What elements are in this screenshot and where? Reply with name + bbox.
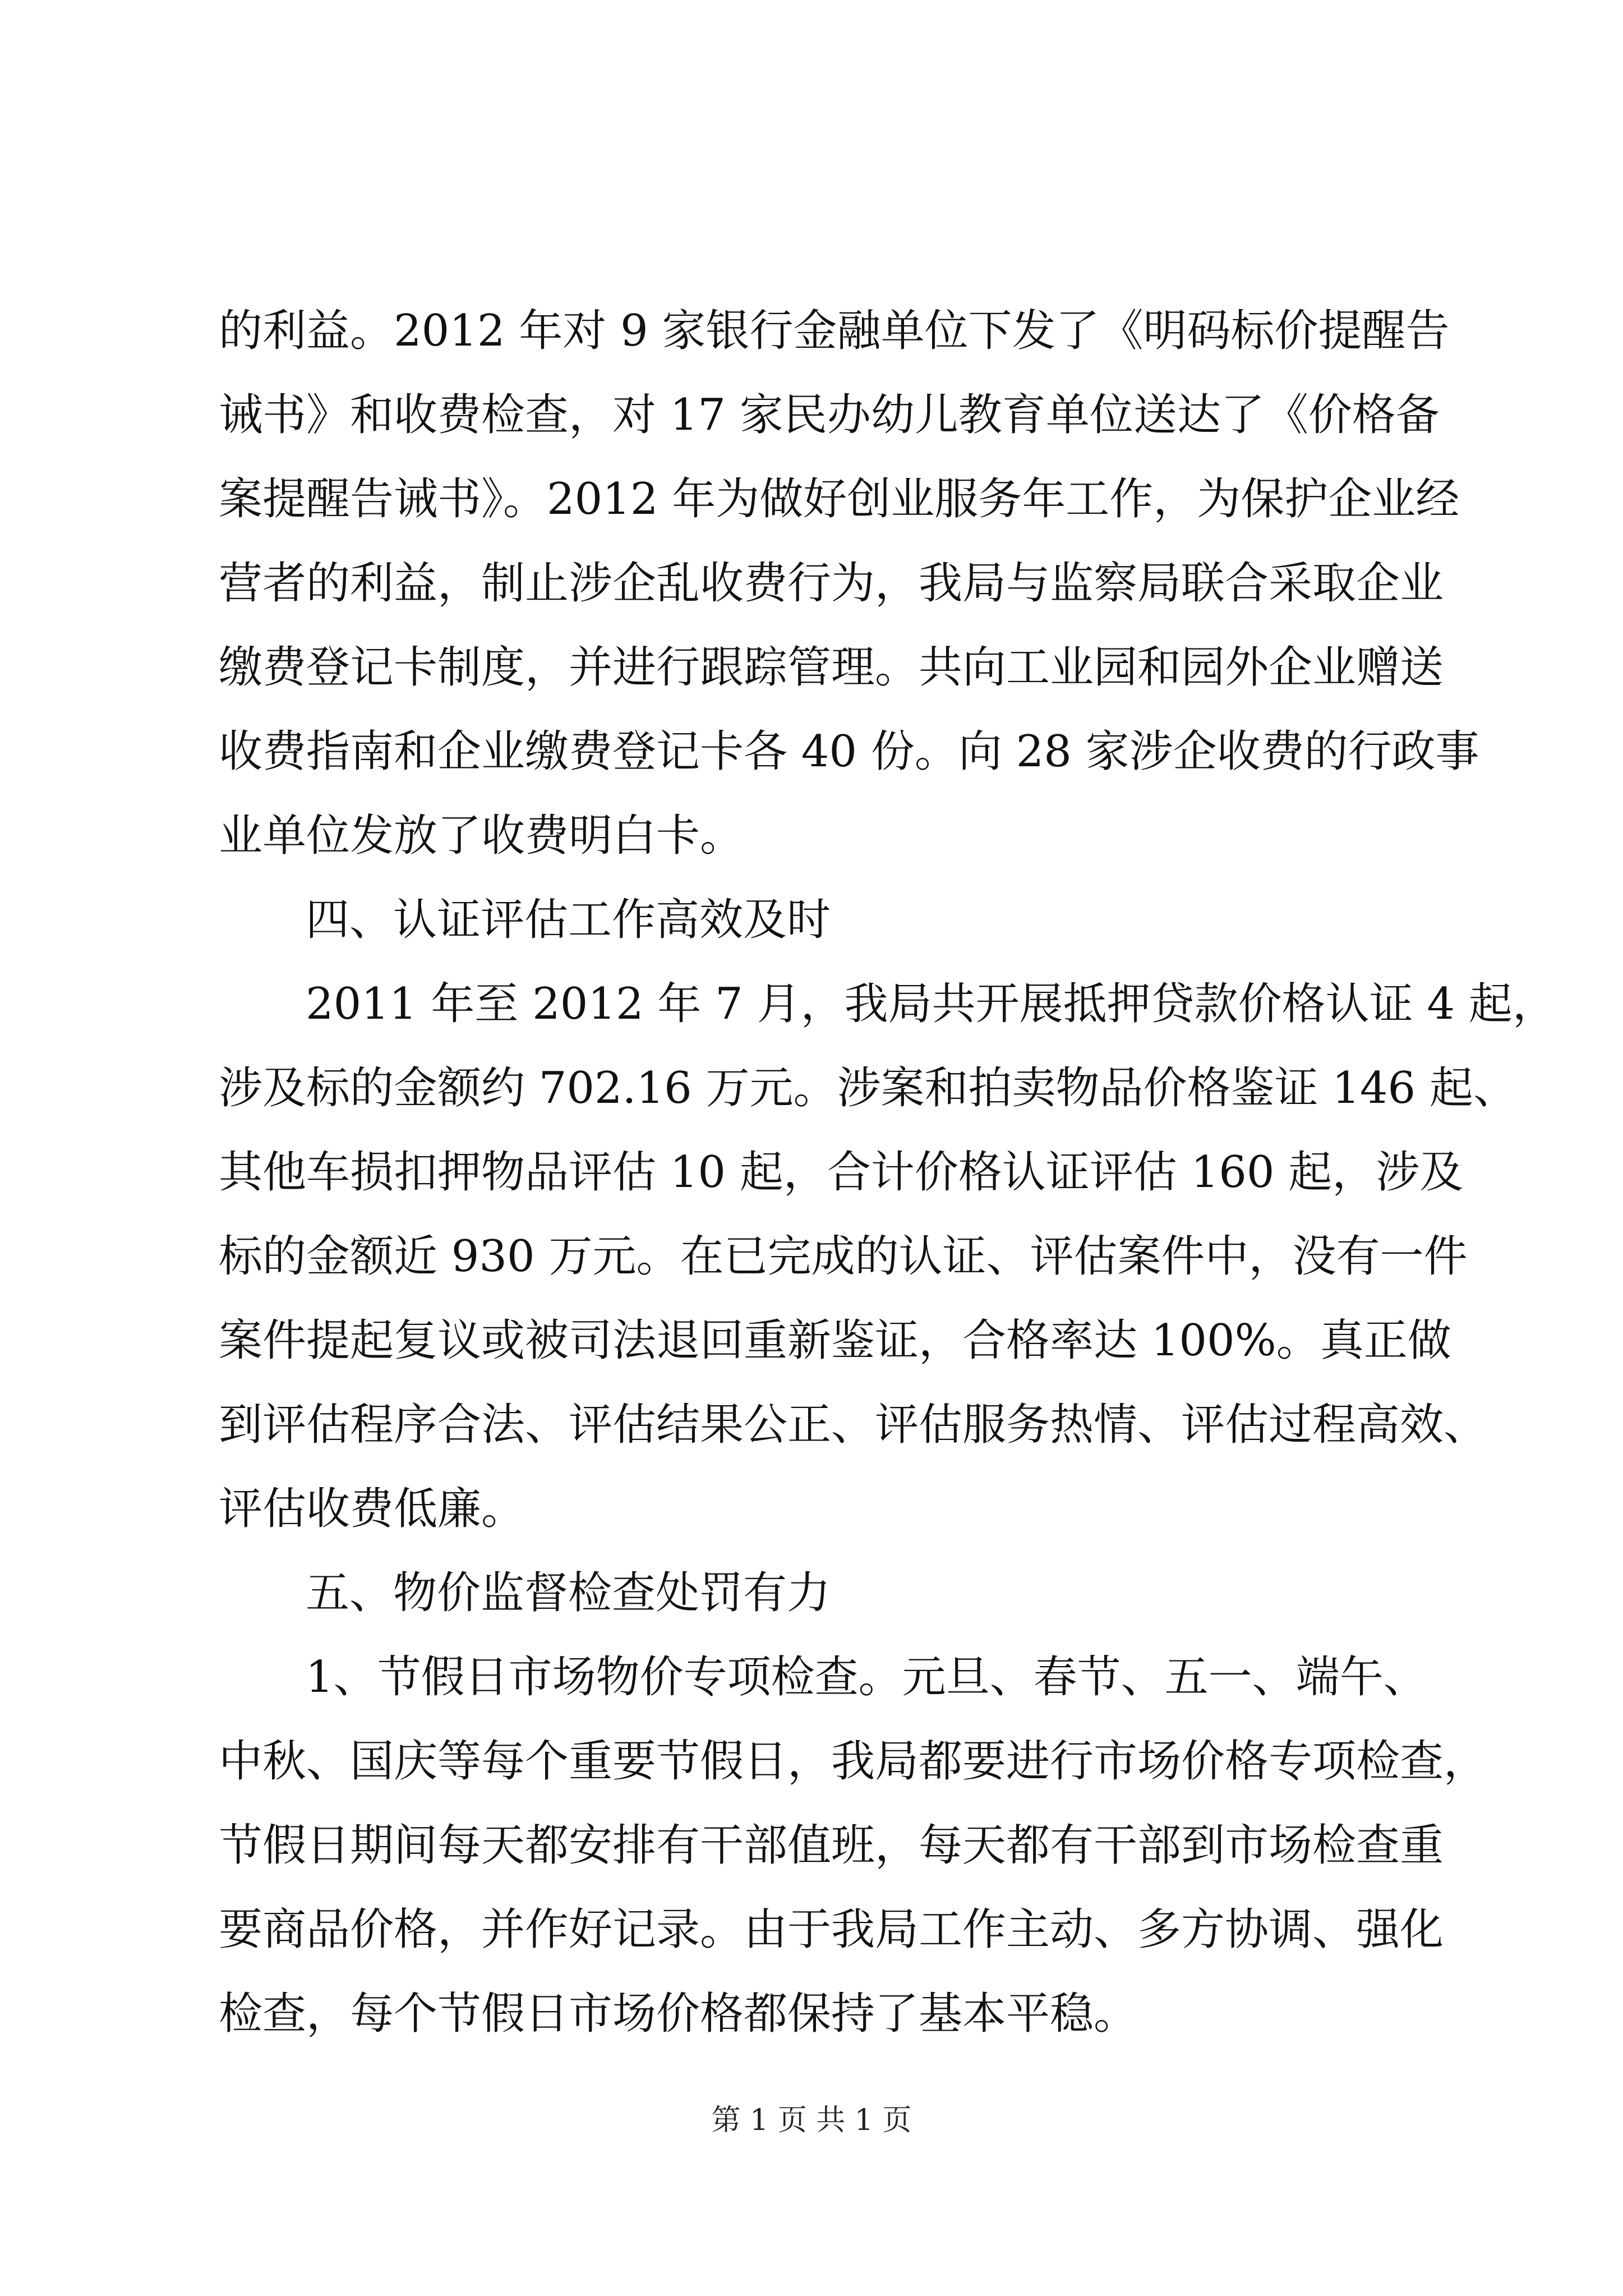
- body-line: [0, 1214, 1623, 1299]
- body-line-text: 要商品价格，并作好记录。由于我局工作主动、多方协调、强化: [219, 1904, 1444, 1955]
- section-heading-text: 四、认证评估工作高效及时: [306, 895, 831, 945]
- body-line-text: 业单位发放了收费明白卡。: [219, 811, 744, 861]
- body-line-text: 营者的利益，制止涉企乱收费行为，我局与监察局联合采取企业: [219, 558, 1444, 609]
- body-line: [0, 1383, 1623, 1467]
- body-line-text: 节假日期间每天都安排有干部值班，每天都有干部到市场检查重: [219, 1820, 1444, 1871]
- body-line: [0, 541, 1623, 625]
- body-line-text: 评估收费低廉。: [219, 1484, 525, 1534]
- body-line: [0, 1635, 1623, 1719]
- body-line: [0, 1299, 1623, 1383]
- body-line: [0, 710, 1623, 794]
- body-line-text: 检查，每个节假日市场价格都保持了基本平稳。: [219, 1989, 1138, 2039]
- body-line-text: 其他车损扣押物品评估 10 起，合计价格认证评估 160 起，涉及: [219, 1147, 1464, 1198]
- body-line: [0, 1130, 1623, 1214]
- body-line-text: 中秋、国庆等每个重要节假日，我局都要进行市场价格专项检查，: [219, 1736, 1488, 1787]
- section-heading: [0, 1551, 1623, 1635]
- body-line: [0, 625, 1623, 710]
- body-line: [0, 962, 1623, 1046]
- body-line: [0, 1972, 1623, 2056]
- body-line: [0, 1719, 1623, 1803]
- body-line-text: 的利益。2012 年对 9 家银行金融单位下发了《明码标价提醒告: [219, 306, 1450, 356]
- body-line-text: 案件提起复议或被司法退回重新鉴证，合格率达 100%。真正做: [219, 1315, 1451, 1366]
- body-line-text: 缴费登记卡制度，并进行跟踪管理。共向工业园和园外企业赠送: [219, 642, 1444, 693]
- body-line-text: 诫书》和收费检查，对 17 家民办幼儿教育单位送达了《价格备: [219, 390, 1440, 440]
- body-line: [0, 1467, 1623, 1551]
- section-heading: [0, 878, 1623, 962]
- body-line: [0, 794, 1623, 878]
- body-line-text: 到评估程序合法、评估结果公正、评估服务热情、评估过程高效、: [219, 1400, 1488, 1450]
- body-line-text: 1、节假日市场物价专项检查。元旦、春节、五一、端午、: [306, 1652, 1427, 1703]
- body-line-text: 涉及标的金额约 702.16 万元。涉案和拍卖物品价格鉴证 146 起、: [219, 1063, 1517, 1114]
- body-line: [0, 1888, 1623, 1972]
- body-line-text: 收费指南和企业缴费登记卡各 40 份。向 28 家涉企收费的行政事: [219, 726, 1479, 777]
- body-line-text: 案提醒告诫书》。2012 年为做好创业服务年工作，为保护企业经: [219, 474, 1460, 524]
- body-line-text: 标的金额近 930 万元。在已完成的认证、评估案件中，没有一件: [219, 1231, 1468, 1282]
- body-line-text: 2011 年至 2012 年 7 月，我局共开展抵押贷款价格认证 4 起，: [306, 979, 1556, 1029]
- body-line: [0, 373, 1623, 457]
- body-line: [0, 1046, 1623, 1130]
- page-number-footer: 第 1 页 共 1 页: [711, 2104, 912, 2137]
- body-line: [0, 1803, 1623, 1888]
- body-line: [0, 289, 1623, 373]
- section-heading-text: 五、物价监督检查处罚有力: [306, 1568, 831, 1618]
- body-line: [0, 457, 1623, 541]
